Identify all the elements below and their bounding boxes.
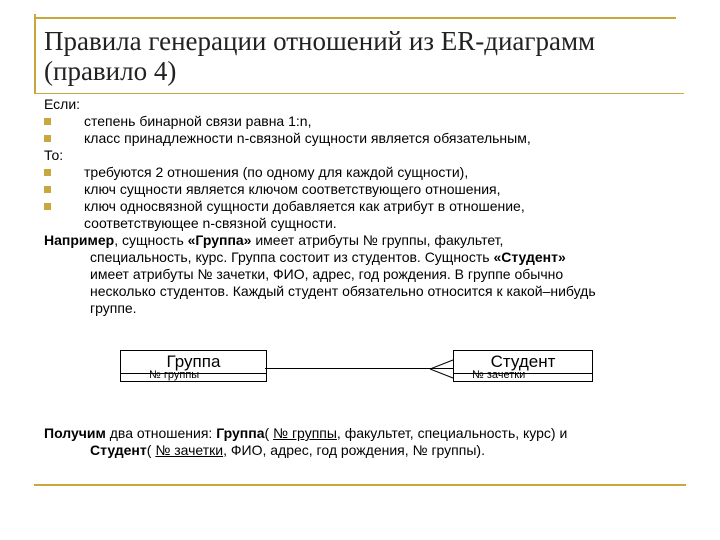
if-label: Если: — [44, 96, 81, 112]
title-line-2: (правило 4) — [44, 56, 177, 86]
entity-gruppa-key: № группы — [149, 369, 200, 381]
then-item-3: ключ односвязной сущности добавляется как атрибут в отношение, — [44, 198, 684, 215]
then-item-2: ключ сущности является ключом соответствующего отношения, — [44, 181, 684, 198]
bullet-icon — [44, 186, 51, 193]
entity-gruppa — [120, 350, 267, 382]
relationship-line — [265, 368, 453, 369]
entity-student-key: № зачетки — [472, 369, 526, 381]
example-line-2: специальность, курс. Группа состоит из студентов. Сущность «Студент» — [90, 249, 566, 265]
entity-student — [453, 350, 593, 382]
accent-vertical-line — [34, 14, 36, 94]
entity-gruppa-name: Группа — [166, 352, 221, 371]
bullet-icon — [44, 118, 51, 125]
result-line-1: Получим два отношения: Группа( № группы, факультет, специальность, курс) и — [44, 425, 568, 441]
entity-student-name: Студент — [490, 352, 556, 371]
title-line-1: Правила генерации отношений из ER-диаграмм — [44, 26, 596, 56]
if-item-2: класс принадлежности n-связной сущности является обязательным, — [44, 130, 684, 147]
result-line-2: Студент( № зачетки, ФИО, адрес, год рождения, № группы). — [90, 442, 485, 458]
accent-top-line — [34, 17, 676, 19]
bullet-icon — [44, 169, 51, 176]
example-line-5: группе. — [90, 300, 137, 316]
then-item-1: требуются 2 отношения (по одному для каждой сущности), — [44, 164, 684, 181]
bullet-icon — [44, 203, 51, 210]
result-text — [44, 425, 684, 459]
crows-foot-icon — [430, 358, 454, 380]
bullet-icon — [44, 135, 51, 142]
if-item-1: степень бинарной связи равна 1:n, — [44, 113, 684, 130]
slide-body — [44, 96, 684, 317]
title-underline — [34, 93, 684, 94]
example-line-1: Например, сущность «Группа» имеет атрибуты № группы, факультет, — [44, 232, 504, 248]
then-label: То: — [44, 147, 64, 163]
slide-title — [44, 26, 684, 86]
then-item-3-cont: соответствующее n-связной сущности. — [84, 215, 337, 231]
example-line-4: несколько студентов. Каждый студент обязательно относится к какой–нибудь — [90, 283, 596, 299]
example-line-3: имеет атрибуты № зачетки, ФИО, адрес, год рождения. В группе обычно — [90, 266, 564, 282]
accent-bottom-line — [34, 484, 686, 486]
